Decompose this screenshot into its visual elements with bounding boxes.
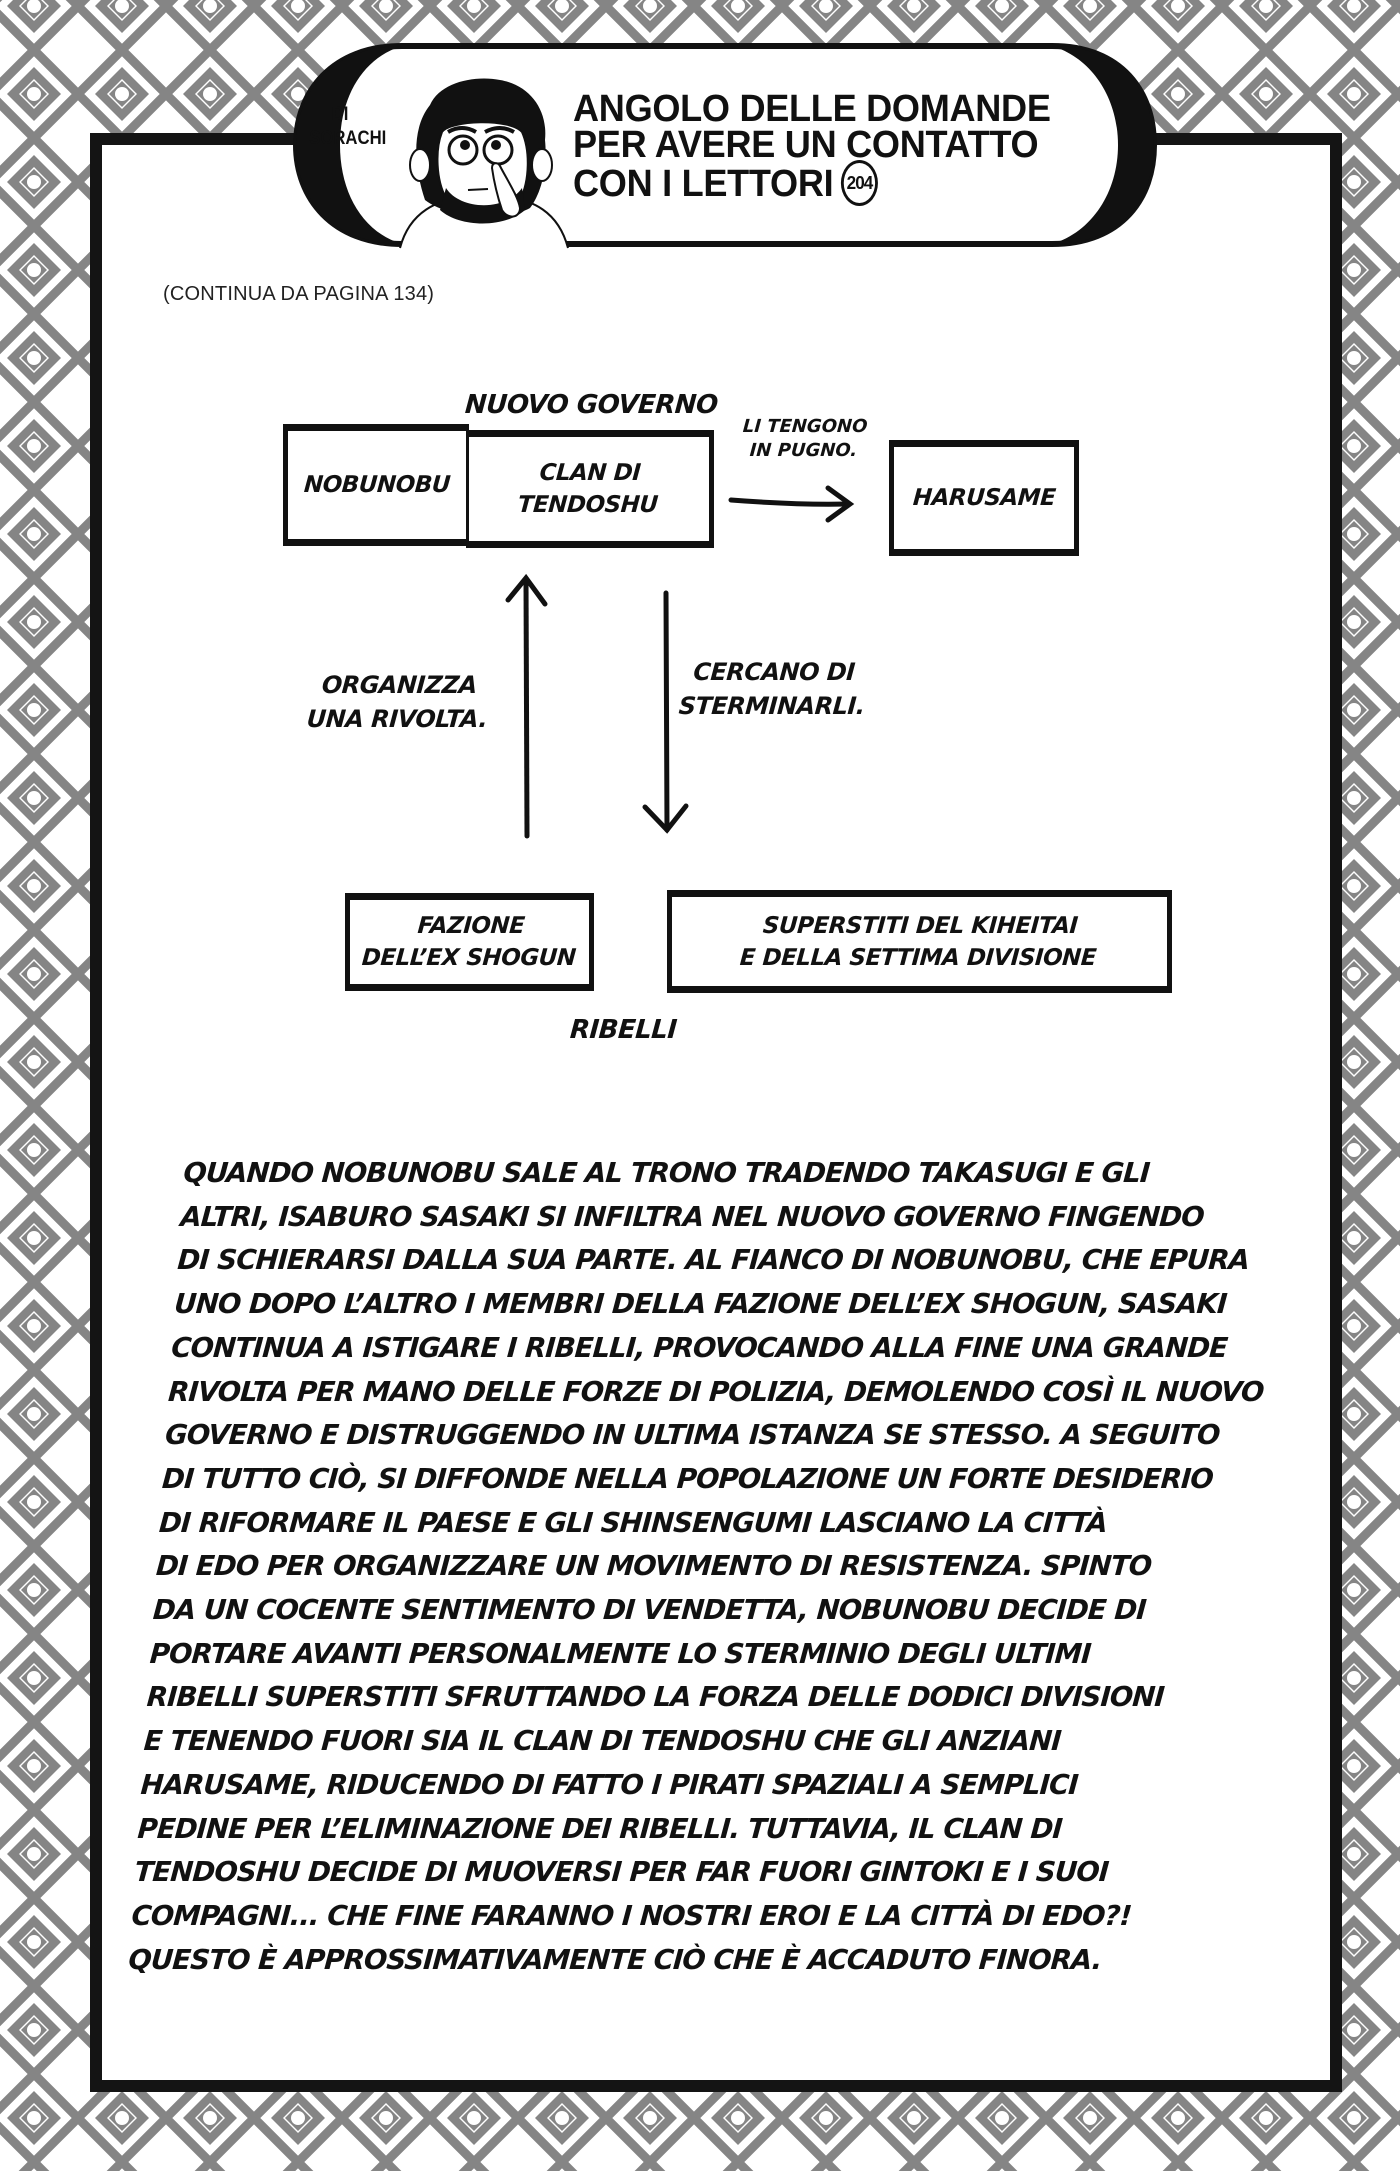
summary-line: QUANDO NOBUNOBU SALE AL TRONO TRADENDO TAKASUGI E GLI (182, 1157, 1151, 1189)
summary-line: CONTINUA A ISTIGARE I RIBELLI, PROVOCANDO ALLA FINE UNA GRANDE (170, 1331, 1229, 1364)
page-title (573, 88, 1051, 209)
title-line-1: ANGOLO DELLE DOMANDE (573, 88, 1051, 130)
summary-line: E TENENDO FUORI SIA IL CLAN DI TENDOSHU CHE GLI ANZIANI (142, 1725, 1062, 1758)
new-government-label: NUOVO GOVERNO (463, 390, 719, 420)
summary-line: QUESTO È APPROSSIMATIVAMENTE CIÒ CHE È ACCADUTO FINORA. (127, 1943, 1103, 1976)
node-nobunobu-label: NOBUNOBU (303, 472, 451, 498)
arrow-right-label: LI TENGONO IN PUGNO. (742, 416, 869, 461)
arrow-up-label: ORGANIZZA UNA RIVOLTA. (305, 671, 489, 733)
title-line-3: CON I LETTORI 204 (573, 163, 1051, 209)
summary-paragraph (127, 1152, 1315, 1982)
summary-line: COMPAGNI... CHE FINE FARANNO I NOSTRI EROI E LA CITTÀ DI EDO?! (130, 1899, 1133, 1932)
node-kiheitai-survivors (667, 890, 1172, 993)
node-tendoshu-label: CLAN DI TENDOSHU (517, 460, 659, 518)
summary-line: DI EDO PER ORGANIZZARE UN MOVIMENTO DI RESISTENZA. SPINTO (154, 1550, 1153, 1583)
arrow-down-label: CERCANO DI STERMINARLI. (677, 658, 866, 720)
summary-line: DI RIFORMARE IL PAESE E GLI SHINSENGUMI LASCIANO LA CITTÀ (157, 1506, 1109, 1539)
summary-line: PORTARE AVANTI PERSONALMENTE LO STERMINIO DEGLI ULTIMI (148, 1637, 1092, 1670)
continued-from-note: (CONTINUA DA PAGINA 134) (163, 283, 435, 305)
author-avatar-icon (380, 70, 580, 250)
node-ex-shogun-faction (345, 893, 594, 991)
title-line-2: PER AVERE UN CONTATTO (573, 124, 1039, 166)
node-harusame-label: HARUSAME (911, 485, 1057, 511)
byline-author: SORACHI (309, 128, 387, 149)
rebels-label: RIBELLI (568, 1015, 678, 1045)
byline-prefix: DI (331, 104, 349, 125)
summary-line: PEDINE PER L’ELIMINAZIONE DEI RIBELLI. TUTTAVIA, IL CLAN DI (136, 1812, 1063, 1845)
summary-line: RIBELLI SUPERSTITI SFRUTTANDO LA FORZA DELLE DODICI DIVISIONI (145, 1681, 1165, 1714)
summary-line: ALTRI, ISABURO SASAKI SI INFILTRA NEL NUOVO GOVERNO FINGENDO (179, 1200, 1205, 1233)
node-tendoshu-clan (466, 430, 714, 548)
summary-line: DI TUTTO CIÒ, SI DIFFONDE NELLA POPOLAZIONE UN FORTE DESIDERIO (161, 1462, 1215, 1495)
node-nobunobu (283, 424, 469, 546)
summary-line: RIVOLTA PER MANO DELLE FORZE DI POLIZIA, DEMOLENDO COSÌ IL NUOVO (167, 1375, 1265, 1408)
summary-line: GOVERNO E DISTRUGGENDO IN ULTIMA ISTANZA SE STESSO. A SEGUITO (164, 1419, 1221, 1452)
node-harusame (889, 440, 1079, 556)
summary-line: DA UN COCENTE SENTIMENTO DI VENDETTA, NOBUNOBU DECIDE DI (151, 1594, 1147, 1627)
issue-number-badge: 204 (841, 160, 878, 206)
summary-line: UNO DOPO L’ALTRO I MEMBRI DELLA FAZIONE DELL’EX SHOGUN, SASAKI (173, 1288, 1228, 1321)
node-kiheitai-label: SUPERSTITI DEL KIHEITAI E DELLA SETTIMA DIVISIONE (739, 912, 1098, 971)
node-ex-shogun-label: FAZIONE DELL’EX SHOGUN (360, 913, 577, 971)
summary-line: DI SCHIERARSI DALLA SUA PARTE. AL FIANCO DI NOBUNOBU, CHE EPURA (176, 1244, 1251, 1277)
summary-line: HARUSAME, RIDUCENDO DI FATTO I PIRATI SPAZIALI A SEMPLICI (139, 1768, 1079, 1801)
summary-line: TENDOSHU DECIDE DI MUOVERSI PER FAR FUORI GINTOKI E I SUOI (133, 1856, 1110, 1889)
author-byline (309, 103, 387, 151)
